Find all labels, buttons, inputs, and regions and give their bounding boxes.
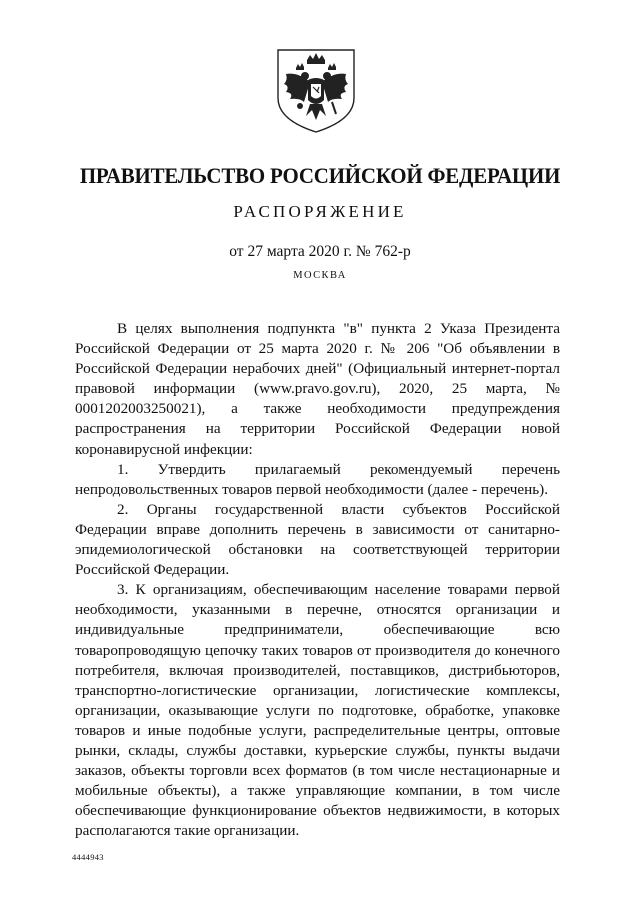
document-date-number: от 27 марта 2020 г. № 762-р — [229, 243, 411, 260]
preamble-paragraph: В целях выполнения подпункта "в" пункта 2 Указа Президента Российской Федерации от 25 марта 2020 г. № 206 "Об объявлении в Российской Федерации нерабочих дней" (Официальный интернет-портал правовой информации (www.pravo.gov.ru), 2020, 25 марта, № 0001202003250021), а также необходимости предупреждения распространения на территории Российской Федерации новой коронавирусной инфекции: — [75, 320, 560, 458]
government-title: ПРАВИТЕЛЬСТВО РОССИЙСКОЙ ФЕДЕРАЦИИ — [79, 163, 561, 188]
clause-3-paragraph: 3. К организациям, обеспечивающим население товарами первой необходимости, указанными в перечне, относятся организации и индивидуальные предприниматели, обеспечивающие всю товаропроводящую цепочку таких товаров от производителя до конечного потребителя, включая производителей, поставщиков, дистрибьюторов, транспортно-логистические организации, логистические комплексы, организации, оказывающие услуги по подготовке, обработке, упаковке товаров и иные подобные услуги, распределительные центры, оптовые рынки, склады, службы доставки, курьерские службы, пункты выдачи заказов, объекты торговли всех форматов (в том числе нестационарные и мобильные объекты), а также управляющие компании, в том числе обеспечивающие функционирование объектов недвижимости, в которых располагаются такие организации. — [75, 581, 560, 840]
russian-coat-of-arms-icon — [274, 46, 358, 136]
document-code: 4444943 — [72, 852, 104, 862]
clause-2-paragraph: 2. Органы государственной власти субъектов Российской Федерации вправе дополнить перечень в зависимости от санитарно-эпидемиологической обстановки на соответствующей территории Российской Федерации. — [75, 500, 560, 579]
document-city: МОСКВА — [293, 270, 347, 281]
document-type: РАСПОРЯЖЕНИЕ — [233, 202, 407, 221]
clause-1-paragraph: 1. Утвердить прилагаемый рекомендуемый перечень непродовольственных товаров первой необходимости (далее - перечень). — [75, 460, 560, 498]
document-body — [75, 319, 560, 841]
